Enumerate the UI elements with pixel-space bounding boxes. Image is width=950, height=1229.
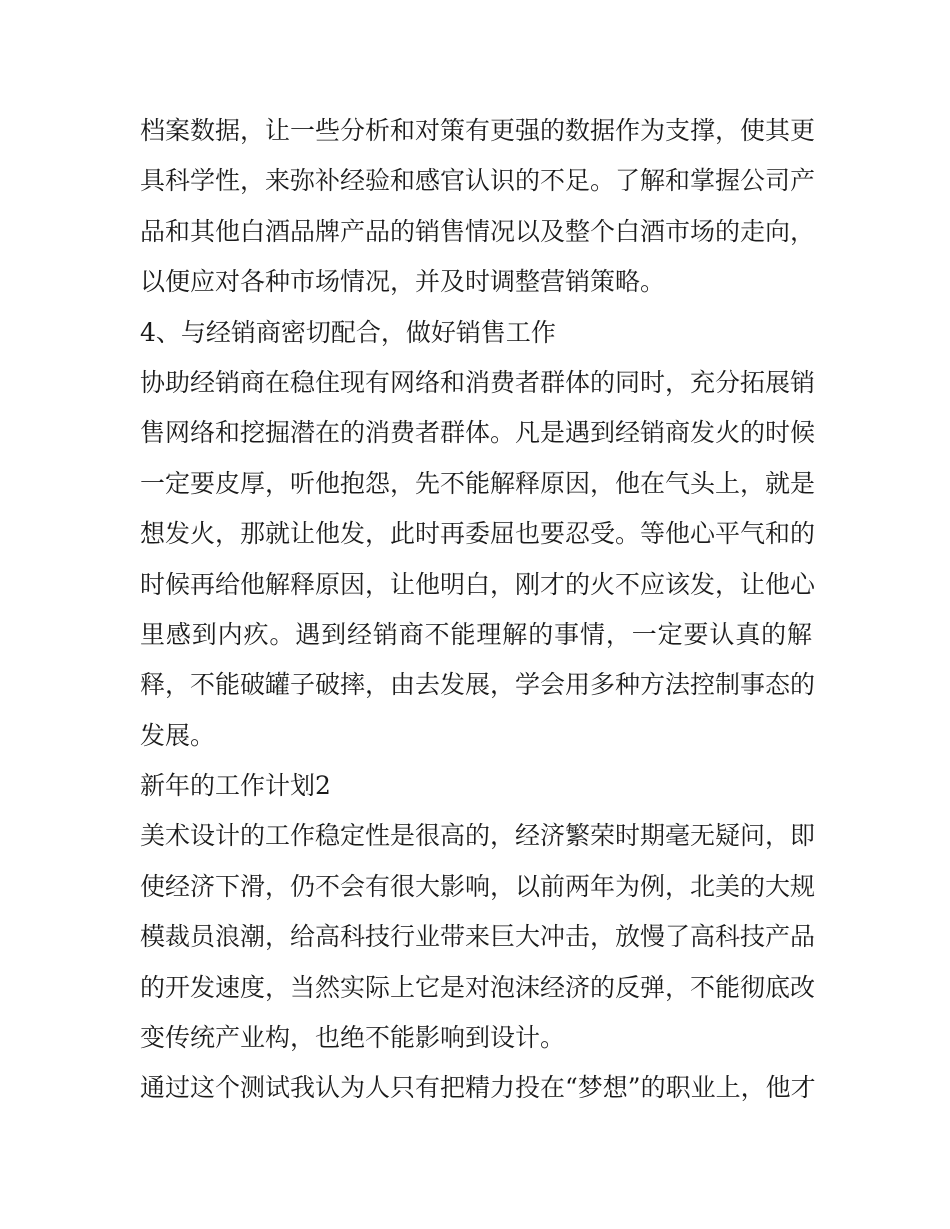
paragraph-line: 变传统产业构，也绝不能影响到设计。	[140, 1023, 566, 1053]
paragraph-line: 美术设计的工作稳定性是很高的，经济繁荣时期毫无疑问，即	[140, 821, 816, 851]
paragraph-line: 通过这个测试我认为人只有把精力投在“梦想”的职业上，他才	[140, 1073, 816, 1103]
section-heading: 新年的工作计划2	[140, 771, 331, 801]
paragraph-line: 想发火，那就让他发，此时再委屈也要忍受。等他心平气和的	[140, 519, 816, 549]
paragraph-line: 档案数据，让一些分析和对策有更强的数据作为支撑，使其更	[140, 116, 816, 145]
paragraph-line: 模裁员浪潮，给高科技行业带来巨大冲击，放慢了高科技产品	[140, 922, 816, 952]
paragraph-line: 品和其他白酒品牌产品的销售情况以及整个白酒市场的走向，	[140, 216, 816, 246]
paragraph-line: 具科学性，来弥补经验和感官认识的不足。了解和掌握公司产	[140, 166, 816, 196]
paragraph-line: 使经济下滑，仍不会有很大影响，以前两年为例，北美的大规	[140, 871, 816, 901]
paragraph-line: 协助经销商在稳住现有网络和消费者群体的同时，充分拓展销	[140, 367, 816, 397]
paragraph-line: 一定要皮厚，听他抱怨，先不能解释原因，他在气头上，就是	[140, 468, 816, 498]
paragraph-line: 以便应对各种市场情况，并及时调整营销策略。	[140, 267, 666, 297]
paragraph-line: 的开发速度，当然实际上它是对泡沫经济的反弹，不能彻底改	[140, 972, 816, 1002]
document-body	[140, 106, 816, 1114]
paragraph-line: 时候再给他解释原因，让他明白，刚才的火不应该发，让他心	[140, 569, 816, 599]
paragraph-line: 里感到内疚。遇到经销商不能理解的事情，一定要认真的解	[140, 619, 812, 649]
paragraph-line: 发展。	[140, 720, 216, 750]
section-heading: 4、与经销商密切配合，做好销售工作	[140, 317, 556, 347]
paragraph-line: 释，不能破罐子破摔，由去发展，学会用多种方法控制事态的	[140, 670, 816, 700]
paragraph-line: 售网络和挖掘潜在的消费者群体。凡是遇到经销商发火的时候	[140, 418, 816, 448]
